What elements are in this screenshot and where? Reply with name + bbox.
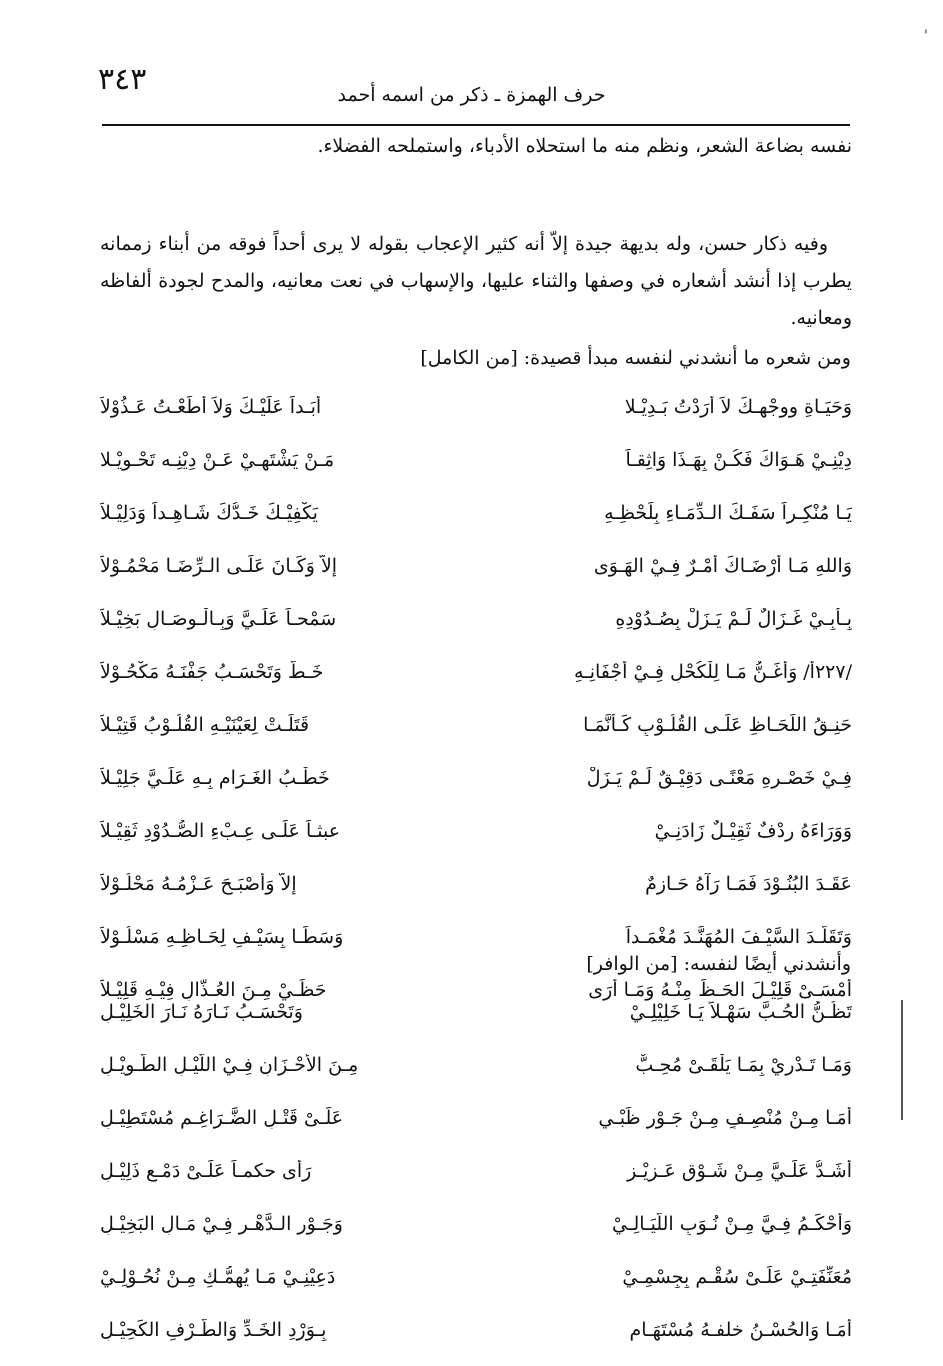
- margin-mark: [901, 1000, 903, 1120]
- hemistich-second: سَمْحـاً عَلَـيَّ وَبِـالْـوِصَـالِ بَخِيْـلاَ: [100, 607, 337, 630]
- hemistich-second: مِـنَ الأَحْـزَانِ فِـيْ اللَّيْـلِ الطَّـوِيْـلِ: [100, 1053, 359, 1076]
- verse-line: [100, 380, 852, 433]
- hemistich-second: بِـوَرْدِ الخَـدِّ وَالطَّـرْفِ الكَحِيْـلِ: [100, 1318, 327, 1341]
- hemistich-second: قَتَلَـتْ لِعَيْنَيْـهِ القُلُـوْبُ قَتِيْـلاَ: [100, 713, 310, 736]
- verse-line: [100, 539, 852, 592]
- verse-line: [100, 645, 852, 698]
- hemistich-first: وَاللهِ مَـا أَرْضَـاكَ أَمْـرٌ فِـيْ الهَـوَى: [593, 554, 852, 577]
- running-head: حرف الهمزة ـ ذكر من اسمه أحمد: [337, 84, 606, 106]
- verse-line: [100, 592, 852, 645]
- hemistich-second: وَتَحْسَـبُ نَـارَهُ نَـارَ الخَلِيْـلِ: [100, 1000, 303, 1023]
- hemistich-second: مَـنْ يَشْتَهِـيْ عَـنْ دِيْنِـه تَحْـوِيْـلا: [100, 448, 335, 471]
- verse-line: [100, 433, 852, 486]
- hemistich-second: خَطْـبُ الغَـرَامِ بِـهِ عَلَـيَّ جَلِيْـلاَ: [100, 766, 330, 789]
- poem1-verses: [100, 380, 852, 1016]
- verse-line: [100, 1144, 852, 1197]
- verse-line: [100, 1250, 852, 1303]
- hemistich-first: يَـا مُنْكِـراً سَفَـكَ الـدِّمَـاءِ بِلَحْظِـهِ: [604, 501, 852, 524]
- hemistich-second: حَظِّـيْ مِـنَ العُـذَّالِ فِيْـهِ قَلِيْـلاَ: [100, 978, 327, 1001]
- hemistich-first: وَحَيَـاةِ ووجْهِـكَ لاَ أَرَدْتُ بَـدِيْـلا: [624, 395, 852, 418]
- verse-line: [100, 1303, 852, 1356]
- hemistich-second: عبثـاً عَلَـى عِـبْءِ الصُّـدُوْدِ ثَقِيْـلاَ: [100, 819, 341, 842]
- hemistich-second: إِلاَّ وَكَـانَ عَلَـى الـرِّضَـا مَحْمُـوْلاَ: [100, 554, 338, 577]
- verse-line: [100, 985, 852, 1038]
- hemistich-first: أَمْسَـىْ قَلِيْـلَ الحَـظِّ مِنْـهُ وَمَـا أَرَى: [588, 978, 852, 1001]
- verse-line: [100, 698, 852, 751]
- hemistich-second: عَلَـىْ قَتْـلِ الضَّـرَاغِـمِ مُسْتَطِيْـلِ: [100, 1106, 344, 1129]
- verse-line: [100, 751, 852, 804]
- hemistich-first: أَمَـا وَالحُسْـنُ خلفـهُ مُسْتَهَـامٍ: [629, 1318, 852, 1341]
- verse-line: [100, 1197, 852, 1250]
- hemistich-first: وَوَرَاءَهُ رِدْفٌ ثَقِيْـلٌ زَادَنِـيْ: [654, 819, 852, 842]
- hemistich-first: عَقَـدَ البُنُـوْدَ فَمَـا رَآهُ حَـازِمٌ: [645, 872, 852, 895]
- verse-line: [100, 1091, 852, 1144]
- hemistich-first: أَشَـدُّ عَلَـيَّ مِـنْ شَـوْقٍ عَـزِيْـزٍ: [627, 1159, 852, 1182]
- hemistich-first: دِيْنِـيْ هَـوَاكَ فَكُـنْ بِهَـذَا وَاثِقـاً: [625, 448, 852, 471]
- corner-mark: ': [924, 28, 928, 44]
- hemistich-second: رَأَى حكمـاً عَلَـىْ دَمْـعٍ ذَلِيْـلِ: [100, 1159, 312, 1182]
- hemistich-first: تَظُـنُّ الحُـبَّ سَهْـلاً يَـا خَلِيْلِـيْ: [629, 1000, 852, 1023]
- page-number: ٣٤٣: [98, 62, 147, 97]
- verse-line: [100, 486, 852, 539]
- hemistich-second: دَعِيْنِـيْ مَـا يُهِمُّـكِ مِـنْ نُحُـوْلِـيْ: [100, 1265, 336, 1288]
- hemistich-first: أَمَـا مِـنْ مُنْصِـفٍ مِـنْ جَـوْرِ ظَبْـيِ: [598, 1106, 852, 1129]
- header-rule: [102, 124, 850, 126]
- verse-line: [100, 857, 852, 910]
- hemistich-first: وَتَقَلَّـدَ السَّيْـفَ المُهَنَّـدَ مُغْمَـداً: [625, 925, 852, 948]
- hemistich-second: وَجَـوْرِ الـدَّهْـرِ فِـيْ مَـالِ البَخِيْـلِ: [100, 1212, 343, 1235]
- paragraph-1: نفسه بضاعة الشعر، ونظم منه ما استحلاه الأدباء، واستملحه الفضلاء.: [317, 135, 852, 157]
- paragraph-2: وفيه ذكار حسن، وله بديهة جيدة إلاّ أنه كثير الإعجاب بقوله لا يرى أحداً فوقه من أبناء زممانه يطرب إذا أنشد أشعاره في وصفها والثناء عليها، والإسهاب في نعت معانيه، والمدح لجودة ألفاظه ومعانيه.: [100, 233, 852, 329]
- hemistich-first: /٢٢٧أ/ وَأغَـنُّ مَـا لِلْكُحْلِ فِـيْ أَجْفَانِـهِ: [573, 660, 852, 683]
- verse-line: [100, 1038, 852, 1091]
- hemistich-first: حَنِـقُ اللِّحَـاظِ عَلَـى القُلُـوْبِ كَـأَنَّمَـا: [583, 713, 852, 736]
- verse-line: [100, 804, 852, 857]
- hemistich-second: خَـطٌّ وَتَحْسَـبُ جَفْنَـهُ مَكْحُـوْلاَ: [100, 660, 324, 683]
- hemistich-first: مُعَنِّفَتِـيْ عَلَـىْ سُقْـمٍ بِجِسْمِـيْ: [622, 1265, 852, 1288]
- poem2-verses: [100, 985, 852, 1356]
- hemistich-first: وَمَـا تَـدْرِيْ بِمَـا يَلْقَـىْ مُحِـبٌّ: [635, 1053, 852, 1076]
- hemistich-second: أَبَـداً عَلَيْـكَ وَلاَ أَطَعْـتُ عَـذُوْلاَ: [100, 395, 322, 418]
- poem1-intro: ومن شعره ما أنشدني لنفسه مبدأ قصيدة: [من الكامل]: [420, 347, 851, 369]
- hemistich-first: وَأَحْكَـمُ فِـيَّ مِـنْ نُـوَبِ اللَّيَـالِـيْ: [612, 1212, 852, 1235]
- hemistich-second: إِلاَّ وَأَصْبَـحَ عَـزْمُـهُ مَحْلُـوْلاَ: [100, 872, 297, 895]
- hemistich-first: بِـأَبِـيْ غَـزَالٌ لَـمْ يَـزَلْ بِصُـدُوْدِهِ: [615, 607, 852, 630]
- hemistich-second: يَكْفِيْـكَ خَـدُّكَ شَـاهِـداً وَدَلِيْـلاَ: [100, 501, 318, 524]
- poem2-intro: وأنشدني أيضًا لنفسه: [من الوافر]: [586, 953, 851, 975]
- hemistich-first: فِـيْ خَصْـرِهِ مَعْنًـى دَقِيْـقٌ لَـمْ يَـزَلْ: [586, 766, 852, 789]
- hemistich-second: وَسَطَـا بِسَيْـفِ لِحَـاظِـهِ مَسْلُـوْلاَ: [100, 925, 344, 948]
